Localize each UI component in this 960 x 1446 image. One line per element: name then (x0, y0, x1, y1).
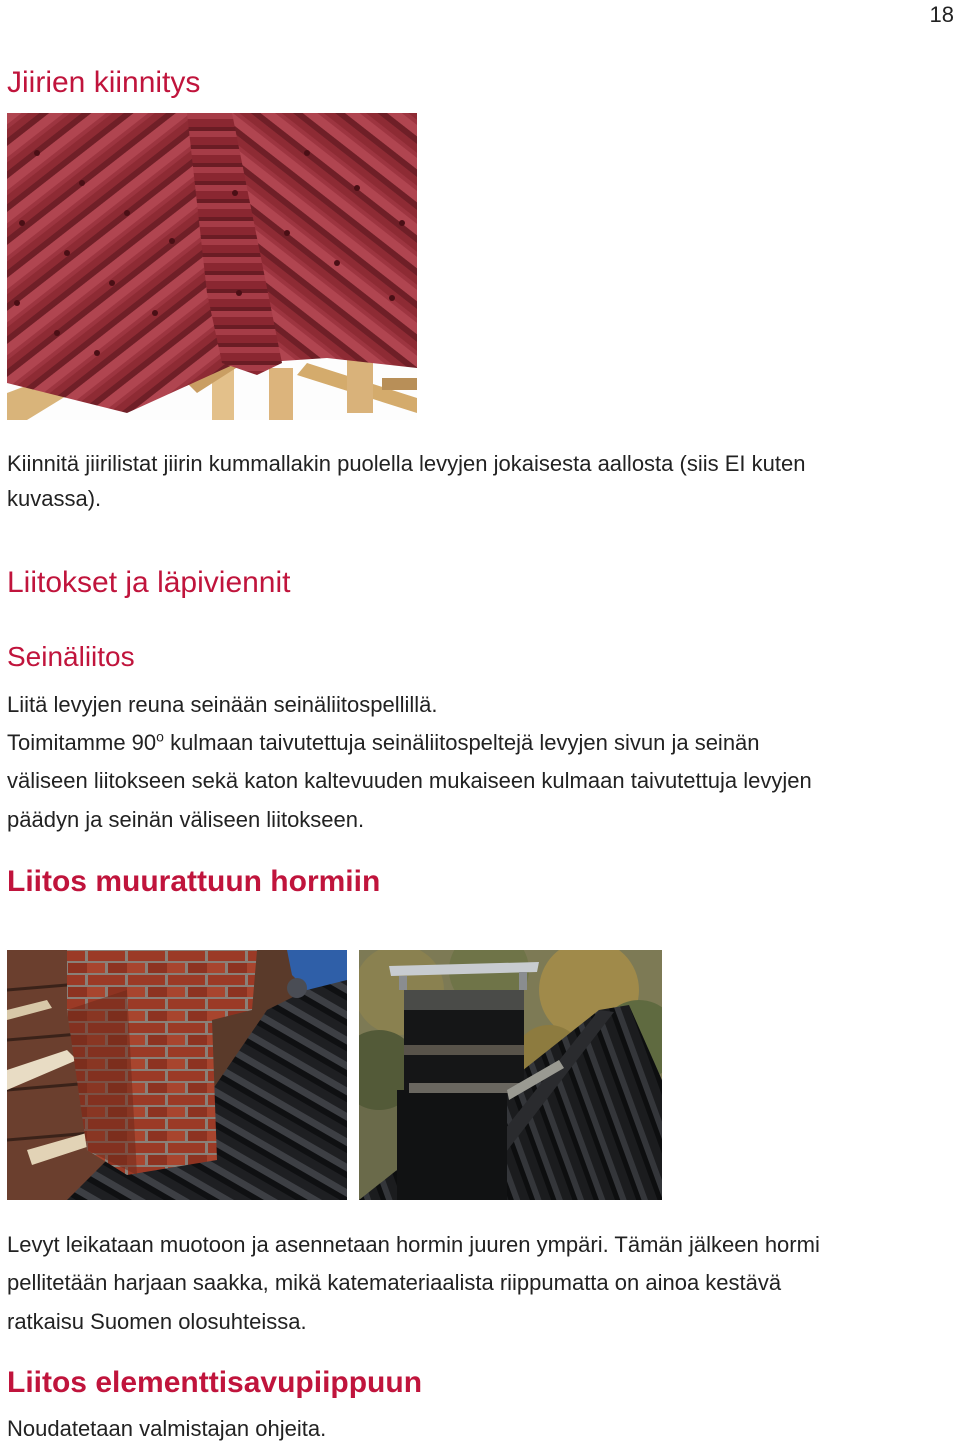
paragraph-seinaliitos-line-3: väliseen liitokseen sekä katon kaltevuuden mukaiseen kulmaan taivutettuja levyjen (7, 768, 812, 793)
paragraph-hormi-line-2: pellitetään harjaan saakka, mikä katemateriaalista riippumatta on ainoa kestävä (7, 1270, 782, 1295)
paragraph-jiiri-line-1: Kiinnitä jiirilistat jiirin kummallakin puolella levyjen jokaisesta aallosta (siis EI kuten (7, 451, 806, 476)
section-title-jiirien-kiinnitys: Jiirien kiinnitys (7, 66, 201, 99)
paragraph-hormi-line-1: Levyt leikataan muotoon ja asennetaan hormin juuren ympäri. Tämän jälkeen hormi (7, 1232, 820, 1257)
paragraph-elementti: Noudatetaan valmistajan ohjeita. (7, 1416, 327, 1441)
page-number: 18 (929, 2, 954, 27)
paragraph-seinaliitos-line-1: Liitä levyjen reuna seinään seinäliitospellillä. (7, 692, 438, 717)
element-chimney-photo (359, 950, 662, 1200)
subsection-title-liitos-muurattuun-hormiin: Liitos muurattuun hormiin (7, 865, 381, 898)
paragraph-seinaliitos-line-4: päädyn ja seinän väliseen liitokseen. (7, 807, 365, 832)
paragraph-hormi-line-3: ratkaisu Suomen olosuhteissa. (7, 1309, 307, 1334)
paragraph-jiiri-line-2: kuvassa). (7, 486, 102, 511)
brick-chimney-photo (7, 950, 347, 1200)
subsection-title-liitos-elementtisavupiippuun: Liitos elementtisavupiippuun (7, 1366, 423, 1399)
ridge-roof-photo (7, 113, 417, 420)
section-title-liitokset: Liitokset ja läpiviennit (7, 566, 291, 599)
subsection-title-seinaliitos: Seinäliitos (7, 641, 135, 672)
paragraph-seinaliitos-line-2: Toimitamme 90$^o$ kulmaan taivutettuja seinäliitospeltejä levyjen sivun ja seinän (7, 728, 760, 755)
